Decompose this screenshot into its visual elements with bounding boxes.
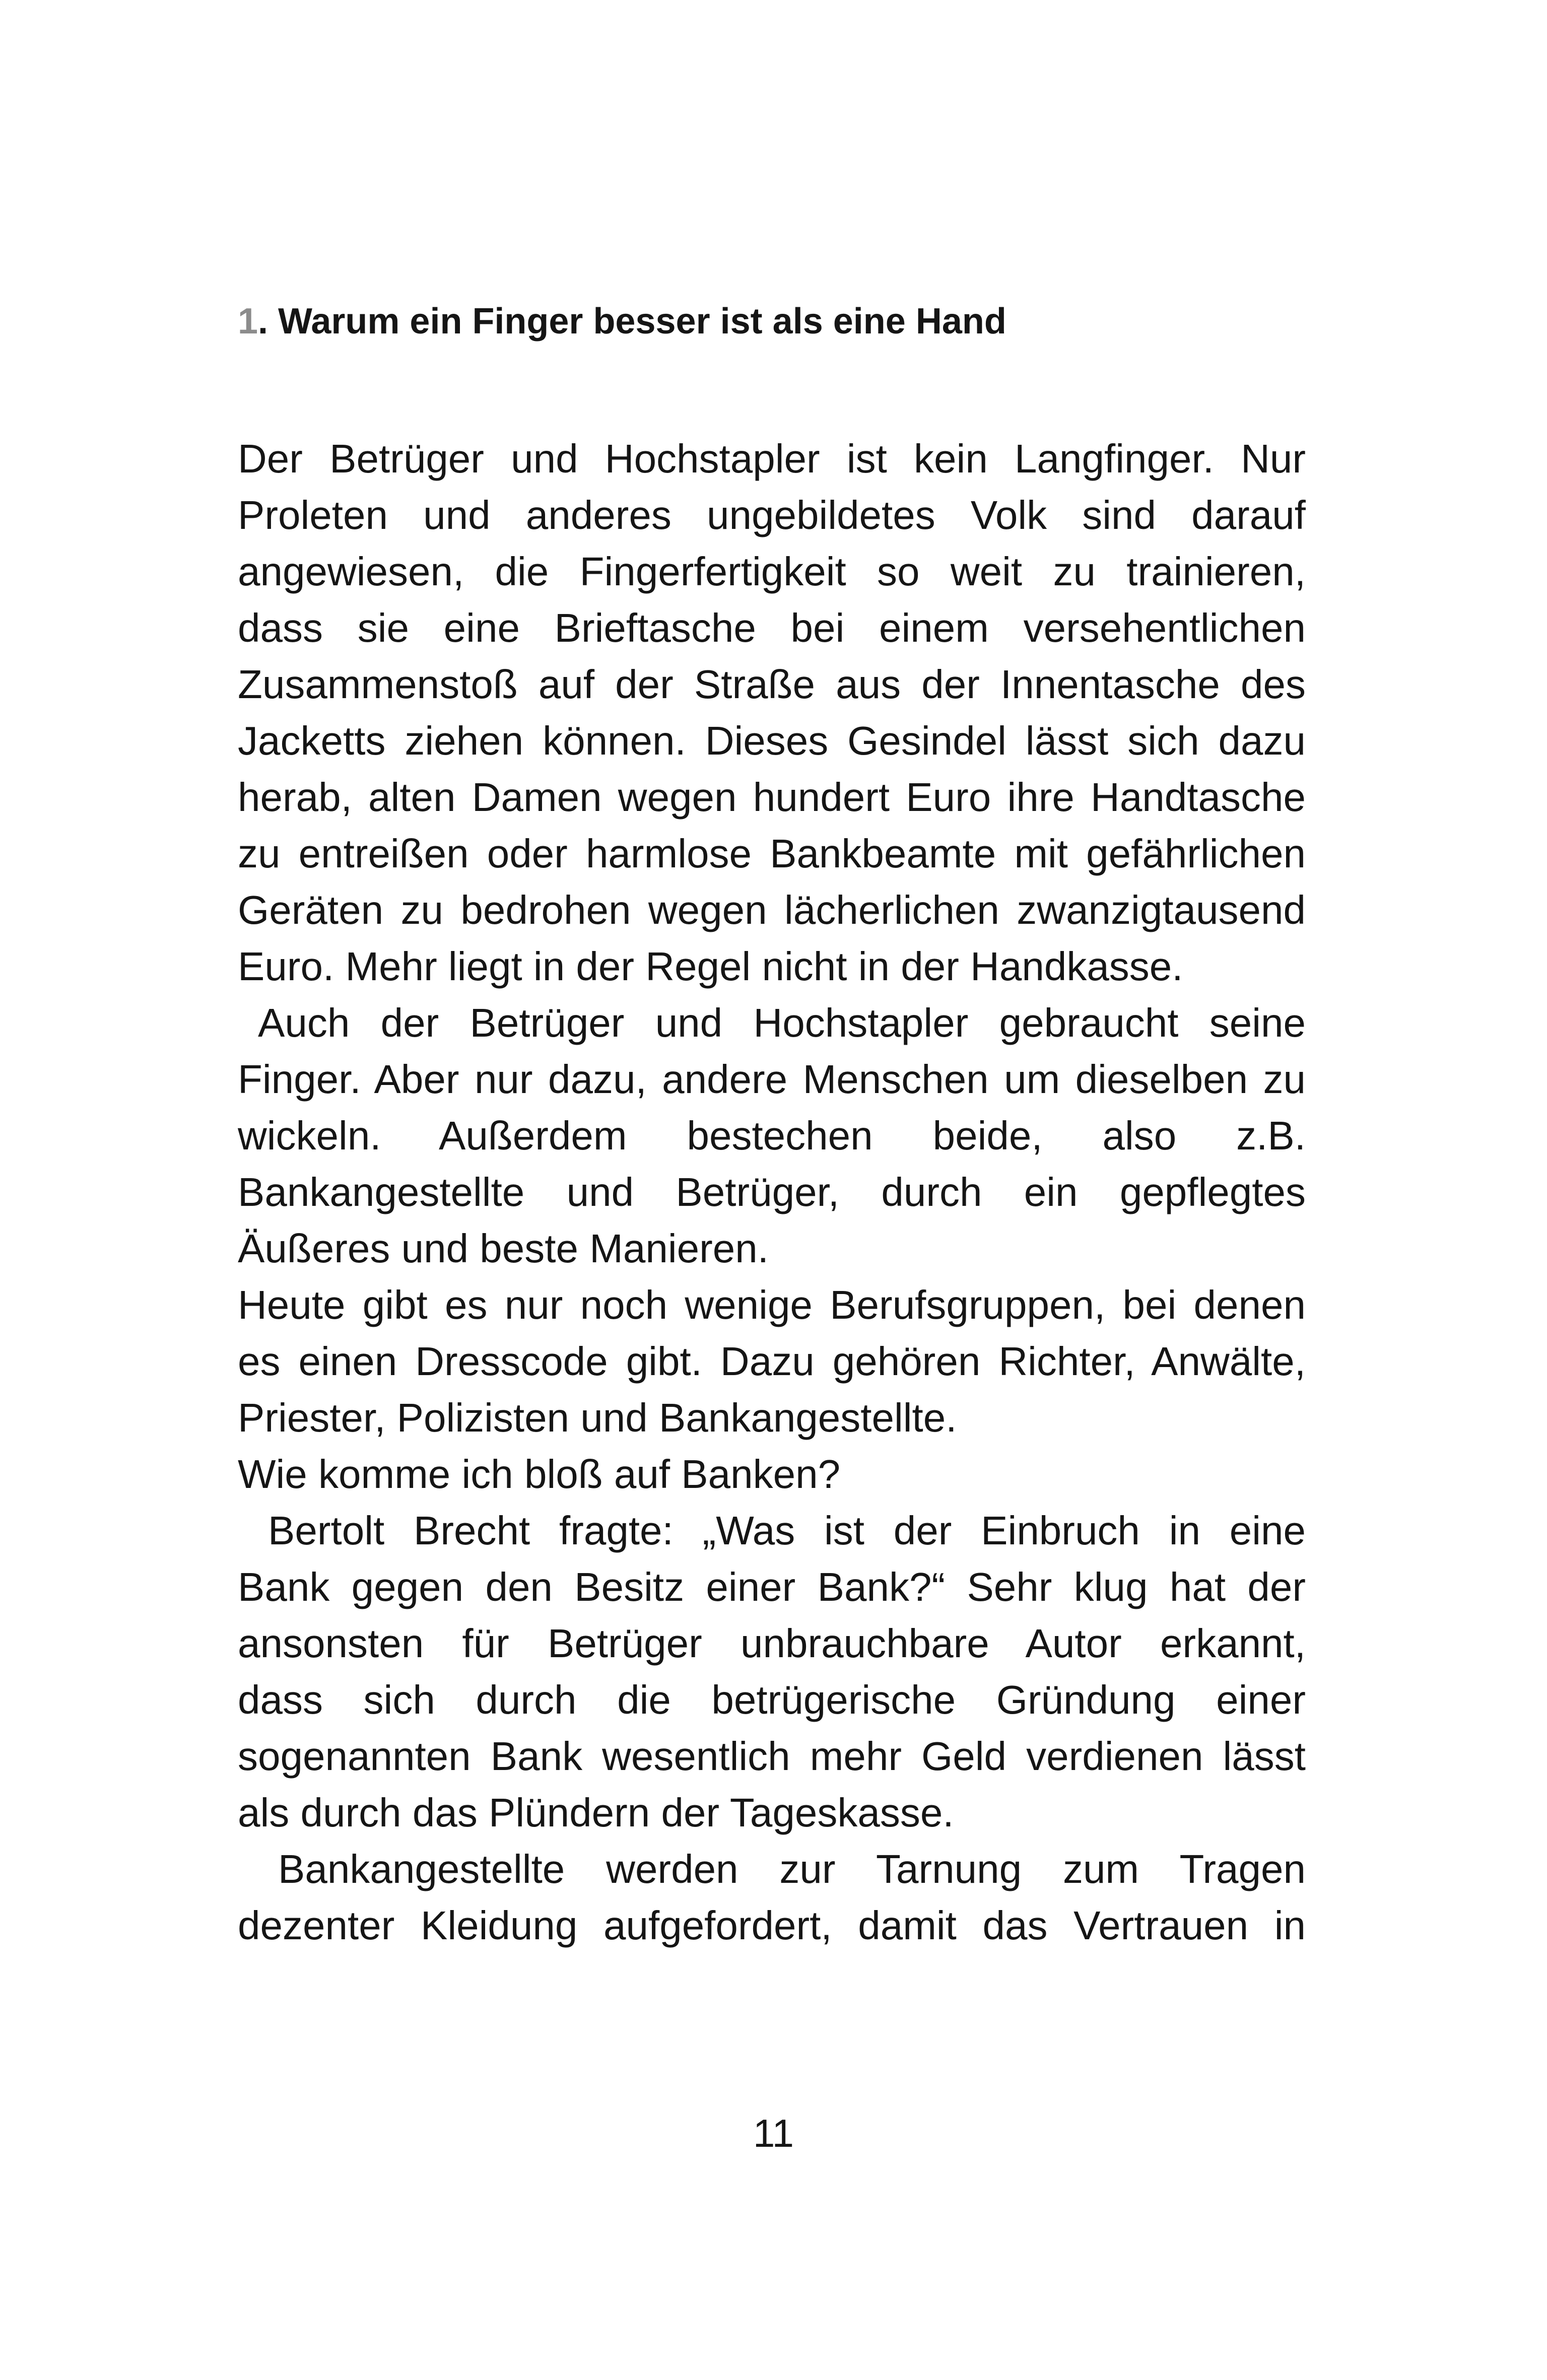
text-line: Proleten und anderes ungebildetes Volk sind darauf [238, 493, 1306, 537]
chapter-title: . Warum ein Finger besser ist als eine Hand [258, 301, 1006, 342]
text-line: Der Betrüger und Hochstapler ist kein Langfinger. Nur [238, 436, 1306, 481]
text-line: Bertolt Brecht fragte: „Was ist der Einbruch in eine [268, 1508, 1306, 1553]
text-line: sogenannten Bank wesentlich mehr Geld verdienen lässt [238, 1734, 1306, 1779]
text-line: wickeln. Außerdem bestechen beide, also z.B. [238, 1113, 1306, 1158]
text-line: Jacketts ziehen können. Dieses Gesindel lässt sich dazu [238, 718, 1306, 763]
text-line: Zusammenstoß auf der Straße aus der Innentasche des [238, 662, 1306, 707]
text-line: dass sich durch die betrügerische Gründung einer [238, 1677, 1306, 1722]
text-line: zu entreißen oder harmlose Bankbeamte mit gefährlichen [238, 831, 1306, 876]
text-line: herab, alten Damen wegen hundert Euro ihre Handtasche [238, 775, 1306, 820]
text-line: Wie komme ich bloß auf Banken? [238, 1452, 841, 1497]
text-line: Euro. Mehr liegt in der Regel nicht in der Handkasse. [238, 944, 1183, 989]
text-line: ansonsten für Betrüger unbrauchbare Autor erkannt, [238, 1621, 1306, 1666]
text-line: dezenter Kleidung aufgefordert, damit das Vertrauen in [238, 1903, 1306, 1948]
text-line: dass sie eine Brieftasche bei einem versehentlichen [238, 605, 1306, 650]
text-line: Bankangestellte werden zur Tarnung zum Tragen [278, 1847, 1306, 1891]
text-line: Bankangestellte und Betrüger, durch ein gepflegtes [238, 1170, 1306, 1214]
text-line: Priester, Polizisten und Bankangestellte. [238, 1395, 957, 1440]
text-line: Äußeres und beste Manieren. [238, 1226, 769, 1271]
text-line: Finger. Aber nur dazu, andere Menschen um dieselben zu [238, 1057, 1306, 1102]
chapter-number: 1 [238, 301, 258, 342]
text-line: Bank gegen den Besitz einer Bank?“ Sehr klug hat der [238, 1565, 1306, 1609]
chapter-heading [238, 296, 1306, 347]
text-line: Auch der Betrüger und Hochstapler gebraucht seine [258, 1000, 1306, 1045]
text-line: Geräten zu bedrohen wegen lächerlichen zwanzigtausend [238, 888, 1306, 932]
text-line: es einen Dresscode gibt. Dazu gehören Richter, Anwälte, [238, 1339, 1306, 1384]
page-number: 11 [753, 2111, 794, 2155]
text-line: angewiesen, die Fingerfertigkeit so weit zu trainieren, [238, 549, 1306, 594]
body-text [238, 431, 1306, 1954]
text-line: Heute gibt es nur noch wenige Berufsgruppen, bei denen [238, 1282, 1306, 1327]
text-line: als durch das Plündern der Tageskasse. [238, 1790, 954, 1835]
